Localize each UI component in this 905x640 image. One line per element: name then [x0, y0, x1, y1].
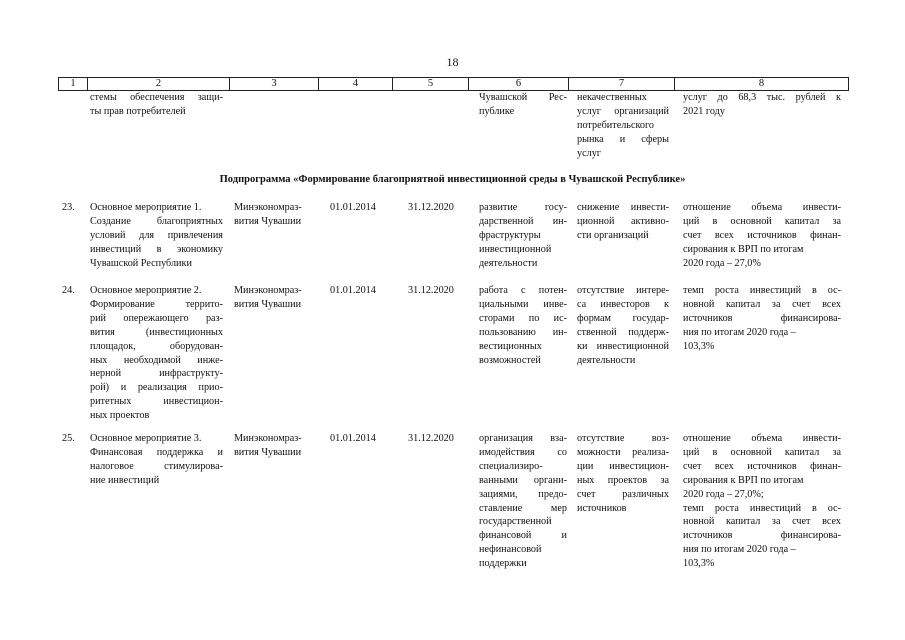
text-line: циальными инве-: [479, 298, 567, 310]
text-line: услуг: [577, 147, 601, 159]
text-line: вития Чувашии: [234, 215, 302, 227]
text-line: Минэкономраз-: [234, 202, 302, 213]
text-line: формам государ-: [577, 312, 669, 324]
column-number: 4: [319, 78, 393, 91]
row-start: 01.01.2014: [330, 433, 376, 444]
text-line: пользованию ин-: [479, 326, 567, 338]
text-line: сти организаций: [577, 229, 649, 241]
text-line: ванными органи-: [479, 474, 567, 486]
text-line: отсутствие интере-: [577, 285, 669, 296]
text-line: счет различных: [577, 488, 669, 500]
text-line: счет всех источников финан-: [683, 229, 841, 241]
text-line: публике: [479, 105, 515, 117]
text-line: ритетных инвестицион-: [90, 396, 223, 408]
text-line: источников: [577, 502, 627, 514]
text-line: рий опережающего раз-: [90, 312, 223, 324]
row-indicators: [683, 432, 841, 571]
row-executor: [234, 432, 314, 460]
text-line: нерной инфраструкту-: [90, 368, 223, 380]
text-line: источников финансирова-: [683, 312, 841, 324]
text-line: источников финансирова-: [683, 530, 841, 542]
text-line: услуг организаций: [577, 105, 669, 117]
column-number: 7: [569, 78, 675, 91]
row-indicators: [683, 201, 841, 271]
text-line: ставление мер: [479, 502, 567, 514]
text-line: снижение инвести-: [577, 202, 669, 213]
row-indicators: [683, 284, 841, 354]
text-line: деятельности: [577, 354, 636, 366]
text-line: ции инвестицион-: [577, 460, 669, 472]
row-start: 01.01.2014: [330, 285, 376, 296]
row-executor: [234, 284, 314, 312]
text-line: новной капитал за счет всех: [683, 516, 841, 528]
text-line: сторами по ис-: [479, 312, 567, 324]
text-line: сирования к ВРП по итогам: [683, 243, 804, 255]
text-line: деятельности: [479, 257, 538, 269]
text-line: вестиционных: [479, 340, 542, 352]
text-line: Основное мероприятие 2.: [90, 285, 202, 296]
continuation-consequences: [577, 91, 669, 161]
text-line: инвестиционной: [479, 243, 552, 255]
text-line: ных необходимой инже-: [90, 354, 223, 366]
text-line: вития (инвестиционных: [90, 326, 223, 338]
row-result: [479, 201, 567, 271]
row-end: 31.12.2020: [408, 433, 454, 444]
text-line: можности реализа-: [577, 446, 669, 458]
text-line: развитие госу-: [479, 202, 567, 213]
row-result: [479, 284, 567, 367]
text-line: возможностей: [479, 354, 541, 366]
subprogram-title: Подпрограмма «Формирование благоприятной инвестиционной среды в Чувашской Республике»: [219, 174, 686, 185]
row-end: 31.12.2020: [408, 285, 454, 296]
text-line: сирования к ВРП по итогам: [683, 474, 804, 486]
text-line: отношение объема инвести-: [683, 202, 841, 213]
column-number: 8: [675, 78, 849, 91]
text-line: ственной поддерж-: [577, 326, 669, 338]
text-line: 2021 году: [683, 105, 725, 117]
text-line: Чувашской Рес-: [479, 92, 567, 103]
text-line: Основное мероприятие 1.: [90, 202, 202, 213]
text-line: Минэкономраз-: [234, 433, 302, 444]
text-line: ки инвестиционной: [577, 340, 669, 352]
row-measure: [90, 432, 223, 488]
text-line: рынка и сферы: [577, 133, 669, 145]
text-line: 103,3%: [683, 558, 715, 570]
row-number: 23.: [62, 202, 75, 213]
text-line: темп роста инвестиций в ос-: [683, 285, 841, 296]
text-line: дарственной ин-: [479, 215, 567, 227]
column-number: 3: [230, 78, 319, 91]
text-line: зациями, предо-: [479, 488, 567, 500]
continuation-indicators: [683, 91, 841, 119]
row-consequences: [577, 201, 669, 243]
text-line: некачественных: [577, 92, 647, 103]
text-line: ние инвестиций: [90, 474, 160, 486]
text-line: финансовой и: [479, 530, 567, 542]
text-line: 103,3%: [683, 340, 715, 352]
text-line: отношение объема инвести-: [683, 433, 841, 444]
text-line: Минэкономраз-: [234, 285, 302, 296]
row-executor: [234, 201, 314, 229]
text-line: потребительского: [577, 119, 655, 131]
text-line: счет всех источников финан-: [683, 460, 841, 472]
text-line: специализиро-: [479, 460, 543, 472]
row-measure: [90, 284, 223, 423]
text-line: услуг до 68,3 тыс. рублей к: [683, 92, 841, 103]
text-line: организация вза-: [479, 433, 567, 444]
text-line: площадок, оборудован-: [90, 340, 223, 352]
column-number: 1: [59, 78, 88, 91]
text-line: са инвесторов к: [577, 298, 669, 310]
text-line: стемы обеспечения защи-: [90, 92, 223, 103]
column-number: 2: [88, 78, 230, 91]
row-measure: [90, 201, 223, 271]
row-number: 25.: [62, 433, 75, 444]
text-line: темп роста инвестиций в ос-: [683, 502, 841, 514]
text-line: условий для привлечения: [90, 229, 223, 241]
text-line: ты прав потребителей: [90, 105, 186, 117]
text-line: ния по итогам 2020 года –: [683, 326, 796, 338]
text-line: вития Чувашии: [234, 446, 302, 458]
text-line: новной капитал за счет всех: [683, 298, 841, 310]
text-line: имодействия со: [479, 446, 567, 458]
text-line: 2020 года – 27,0%: [683, 257, 761, 269]
text-line: налоговое стимулирова-: [90, 460, 223, 472]
text-line: фраструктуры: [479, 229, 541, 241]
text-line: Финансовая поддержка и: [90, 446, 223, 458]
text-line: ния по итогам 2020 года –: [683, 544, 796, 556]
text-line: вития Чувашии: [234, 298, 302, 310]
row-end: 31.12.2020: [408, 202, 454, 213]
text-line: Создание благоприятных: [90, 215, 223, 227]
text-line: Формирование террито-: [90, 298, 223, 310]
text-line: поддержки: [479, 558, 527, 570]
text-line: 2020 года – 27,0%;: [683, 488, 764, 500]
continuation-result: [479, 91, 567, 119]
text-line: ций в основной капитал за: [683, 446, 841, 458]
text-line: Чувашской Республики: [90, 257, 192, 269]
text-line: ных проектов: [90, 410, 150, 422]
row-start: 01.01.2014: [330, 202, 376, 213]
row-result: [479, 432, 567, 571]
row-number: 24.: [62, 285, 75, 296]
column-number-header: [58, 77, 849, 91]
text-line: работа с потен-: [479, 285, 567, 296]
text-line: Основное мероприятие 3.: [90, 433, 202, 444]
text-line: государственной: [479, 516, 552, 528]
text-line: ных проектов за: [577, 474, 669, 486]
row-consequences: [577, 432, 669, 515]
page-number: 18: [446, 55, 459, 69]
text-line: нефинансовой: [479, 544, 542, 556]
column-number: 6: [469, 78, 569, 91]
row-consequences: [577, 284, 669, 367]
text-line: рой) и реализация прио-: [90, 382, 223, 394]
text-line: ционной активно-: [577, 215, 669, 227]
continuation-measure: [90, 91, 223, 119]
text-line: ций в основной капитал за: [683, 215, 841, 227]
text-line: инвестиций в экономику: [90, 243, 223, 255]
text-line: отсутствие воз-: [577, 433, 669, 444]
column-number: 5: [393, 78, 469, 91]
